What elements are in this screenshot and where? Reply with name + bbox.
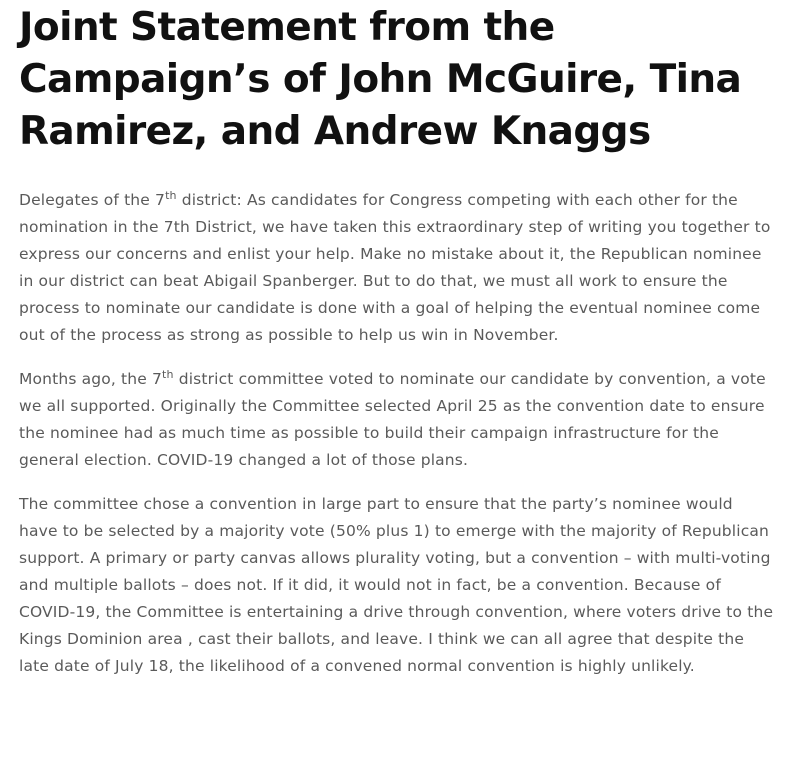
paragraph-text: district: As candidates for Congress competing with each other for the nomination in the 7th District, we have taken this extraordinary step of writing you together to express our concerns and enlist your help. Make no mistake about it, the Republican nominee in our district can beat Abigail Spanberger. But to do that, we must all work to ensure the process to nominate our candidate is done with a goal of helping the eventual nominee come out of the process as strong as possible to help us win in November. [19,191,771,344]
article-paragraph: The committee chose a convention in large part to ensure that the party’s nominee would have to be selected by a majority vote (50% plus 1) to emerge with the majority of Republican support. A primary or party canvas allows plurality voting, but a convention – with multi-voting and multiple ballots – does not. If it did, it would not in fact, be a convention. Because of COVID-19, the Committee is entertaining a drive through convention, where voters drive to the Kings Dominion area , cast their ballots, and leave. I think we can all agree that despite the late date of July 18, the likelihood of a convened normal convention is highly unlikely. [19,495,774,675]
article-title: Joint Statement from the Campaign’s of John McGuire, Tina Ramirez, and Andrew Knaggs [19,5,742,154]
article-paragraph [19,366,774,474]
superscript-ordinal: th [165,189,177,202]
paragraph-text: Delegates of the 7 [19,191,166,209]
article-paragraph [19,187,774,349]
paragraph-text: district committee voted to nominate our candidate by convention, a vote we all supported. Originally the Committee selected April 25 as the convention date to ensure the nominee had as much time as possible to build their campaign infrastructure for the general election. COVID-19 changed a lot of those plans. [19,370,766,469]
superscript-ordinal: th [162,368,174,381]
article [19,0,774,680]
paragraph-text: Months ago, the 7 [19,370,163,388]
